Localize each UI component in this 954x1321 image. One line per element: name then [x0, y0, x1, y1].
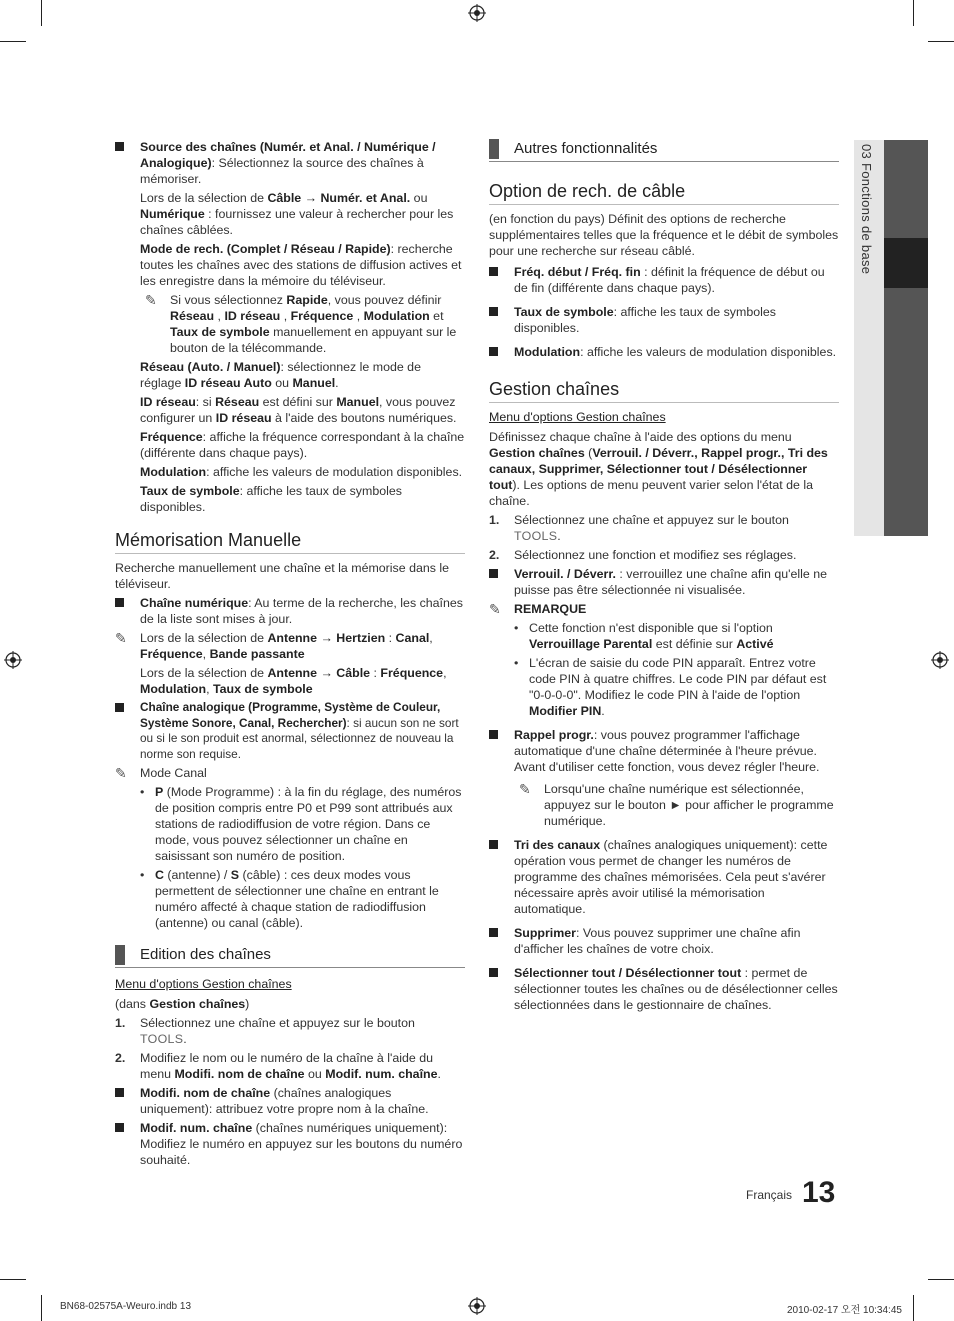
list-item: • L'écran de saisie du code PIN apparaît. Entrez votre code PIN à quatre chiffres. Le code PIN par défaut est "0-0-0-0". Modifiez le code PIN à l'aide de l'option Modifier PIN. — [514, 656, 827, 718]
numbered-step: 2. Modifiez le nom ou le numéro de la chaîne à l'aide du menu Modifi. nom de chaîne ou Modif. num. chaîne. — [115, 1051, 441, 1081]
crop-mark — [913, 1295, 914, 1321]
list-item: Verrouil. / Déverr. : verrouillez une chaîne afin qu'elle ne puisse pas être sélectionnée ni visualisée. — [489, 566, 839, 598]
chapter-label: 03 Fonctions de base — [859, 144, 874, 275]
note: ✎ Si vous sélectionnez Rapide, vous pouvez définir Réseau , ID réseau , Fréquence , Modulation et Taux de symbole manuellement en appuyant sur le bouton de la télécommande. — [145, 292, 457, 355]
list-item: Tri des canaux (chaînes analogiques uniquement): cette opération vous permet de changer les numéros de programme des chaînes mémorisées. Cela peut s'avérer nécessaire après avoir utilisé la mémorisation automatique. — [489, 837, 839, 917]
print-file-info: BN68-02575A-Weuro.indb 13 — [60, 1301, 192, 1312]
page-number: 13 — [802, 1176, 836, 1209]
note: ✎ Lors de la sélection de Antenne → Hertzien : Canal, Fréquence, Bande passante — [115, 630, 433, 661]
numbered-step: 1. Sélectionnez une chaîne et appuyez sur le bouton TOOLS. — [115, 1016, 415, 1046]
section-heading: Gestion chaînes — [489, 378, 839, 403]
crop-mark — [41, 1295, 42, 1321]
bullet-dot-icon: • — [140, 785, 145, 799]
paragraph: ID réseau: si Réseau est défini sur Manuel, vous pouvez configurer un ID réseau à l'aide des boutons numériques. — [140, 395, 457, 425]
pencil-icon: ✎ — [115, 765, 127, 781]
paragraph: (en fonction du pays) Définit des options de recherche supplémentaires telles que la fréquence et le débit de symboles pour une recherche sur réseau câblé. — [489, 212, 839, 258]
bullet-dot-icon: • — [140, 868, 145, 882]
square-bullet-icon — [489, 968, 498, 977]
list-item: Chaîne analogique (Programme, Système de Couleur, Système Sonore, Canal, Rechercher): si aucun son ne sort ou si le son produit est anormal, sélectionnez de nouveau la norme son requise. — [115, 700, 465, 762]
paragraph: Mode de rech. (Complet / Réseau / Rapide): recherche toutes les chaînes avec des stations de diffusion actives et les enregistre dans la mémoire du téléviseur. — [140, 242, 462, 288]
menu-path: Menu d'options Gestion chaînes — [489, 410, 666, 424]
square-bullet-icon — [489, 569, 498, 578]
paragraph: Lors de la sélection de Câble → Numér. et Anal. ou Numérique : fournissez une valeur à rechercher pour les chaînes câblées. — [140, 191, 454, 237]
registration-mark-icon — [4, 651, 22, 669]
paragraph: Recherche manuellement une chaîne et la mémorise dans le téléviseur. — [115, 561, 450, 591]
square-bullet-icon — [489, 840, 498, 849]
paragraph: Taux de symbole: affiche les taux de symboles disponibles. — [140, 484, 402, 514]
registration-mark-icon — [468, 4, 486, 22]
square-bullet-icon — [115, 1123, 124, 1132]
list-item: Source des chaînes (Numér. et Anal. / Numérique / Analogique): Sélectionnez la source des chaînes à mémoriser. — [115, 139, 465, 187]
pencil-icon: ✎ — [145, 292, 157, 308]
note: ✎ Mode Canal — [115, 765, 207, 781]
note: ✎ Lorsqu'une chaîne numérique est sélectionnée, appuyez sur le bouton ► pour afficher le programme numérique. — [519, 781, 834, 828]
pencil-icon: ✎ — [115, 630, 127, 646]
square-bullet-icon — [489, 307, 498, 316]
paragraph: Réseau (Auto. / Manuel): sélectionnez le mode de réglage ID réseau Auto ou Manuel. — [140, 360, 421, 390]
square-bullet-icon — [489, 267, 498, 276]
crop-mark — [41, 0, 42, 26]
menu-path: Menu d'options Gestion chaînes — [115, 977, 292, 991]
numbered-step: 2. Sélectionnez une fonction et modifiez ses réglages. — [489, 548, 797, 562]
square-bullet-icon — [489, 347, 498, 356]
note: ✎ REMARQUE — [489, 601, 587, 617]
list-item: Sélectionner tout / Désélectionner tout : permet de sélectionner toutes les chaînes ou de désélectionner celles sélectionnées dans le gestionnaire de chaînes. — [489, 965, 839, 1013]
print-date: 2010-02-17 오전 10:34:45 — [787, 1305, 902, 1316]
right-column — [489, 127, 839, 1016]
bullet-dot-icon: • — [514, 621, 519, 635]
list-item: Fréq. début / Fréq. fin : définit la fréquence de début ou de fin (différente dans chaque pays). — [489, 264, 839, 296]
square-bullet-icon — [489, 928, 498, 937]
list-item: • Cette fonction n'est disponible que si l'option Verrouillage Parental est définie sur Activé — [514, 621, 774, 651]
subsection-heading: Edition des chaînes — [115, 945, 465, 968]
square-bullet-icon — [115, 598, 124, 607]
list-item: Taux de symbole: affiche les taux de symboles disponibles. — [489, 304, 839, 336]
registration-mark-icon — [468, 1297, 486, 1315]
chapter-side-tab — [854, 140, 928, 536]
square-bullet-icon — [115, 1088, 124, 1097]
left-column — [115, 139, 465, 1171]
square-bullet-icon — [489, 730, 498, 739]
paragraph: Fréquence: affiche la fréquence correspondant à la chaîne (différente dans chaque pays). — [140, 430, 465, 460]
pencil-icon: ✎ — [489, 601, 501, 617]
numbered-step: 1. Sélectionnez une chaîne et appuyez sur le bouton TOOLS. — [489, 513, 789, 543]
list-item: Chaîne numérique: Au terme de la recherche, les chaînes de la liste sont mises à jour. — [115, 595, 465, 627]
pencil-icon: ✎ — [519, 781, 531, 797]
square-bullet-icon — [115, 142, 124, 151]
paragraph: Définissez chaque chaîne à l'aide des options du menu Gestion chaînes (Verrouil. / Déverr., Rappel progr., Tri des canaux, Supprimer, Sélectionner tout / Désélectionner tout). Les options de menu peuvent varier selon l'état de la chaîne. — [489, 430, 828, 508]
crop-mark — [0, 1279, 26, 1280]
page-language: Français — [746, 1188, 793, 1202]
list-item: • C (antenne) / S (câble) : ces deux modes vous permettent de sélectionner une chaîne en entrant le numéro affecté à chaque station de radiodiffusion (antenne) ou canal (câble). — [140, 868, 439, 930]
registration-mark-icon — [931, 651, 949, 669]
list-item: Rappel progr.: vous pouvez programmer l'affichage automatique d'une chaîne déterminée à l'heure prévue. Avant d'utiliser cette fonction, vous devez régler l'heure. — [489, 727, 839, 775]
subsection-heading: Autres fonctionnalités — [489, 139, 839, 162]
paragraph: (dans Gestion chaînes) — [115, 997, 250, 1011]
section-heading: Option de rech. de câble — [489, 180, 839, 205]
crop-mark — [928, 1279, 954, 1280]
paragraph: Lors de la sélection de Antenne → Câble : Fréquence, Modulation, Taux de symbole — [140, 666, 447, 696]
section-heading: Mémorisation Manuelle — [115, 529, 465, 554]
bullet-dot-icon: • — [514, 656, 519, 670]
list-item: Modifi. nom de chaîne (chaînes analogiques uniquement): attribuez votre propre nom à la chaîne. — [115, 1085, 465, 1117]
paragraph: Modulation: affiche les valeurs de modulation disponibles. — [140, 465, 463, 479]
crop-mark — [913, 0, 914, 26]
list-item: • P (Mode Programme) : à la fin du réglage, des numéros de position compris entre P0 et P99 sont attribués aux stations de radiodiffusion de votre région. Dans ce mode, vous pouvez sélectionner un chaîne en saisissant son numéro de position. — [140, 785, 462, 863]
list-item: Supprimer: Vous pouvez supprimer une chaîne afin d'afficher les chaînes de votre choix. — [489, 925, 839, 957]
crop-mark — [0, 41, 26, 42]
list-item: Modulation: affiche les valeurs de modulation disponibles. — [489, 344, 839, 360]
square-bullet-icon — [115, 703, 124, 712]
list-item: Modif. num. chaîne (chaînes numériques uniquement): Modifiez le numéro en appuyez sur les boutons du numéro souhaité. — [115, 1120, 465, 1168]
crop-mark — [928, 41, 954, 42]
